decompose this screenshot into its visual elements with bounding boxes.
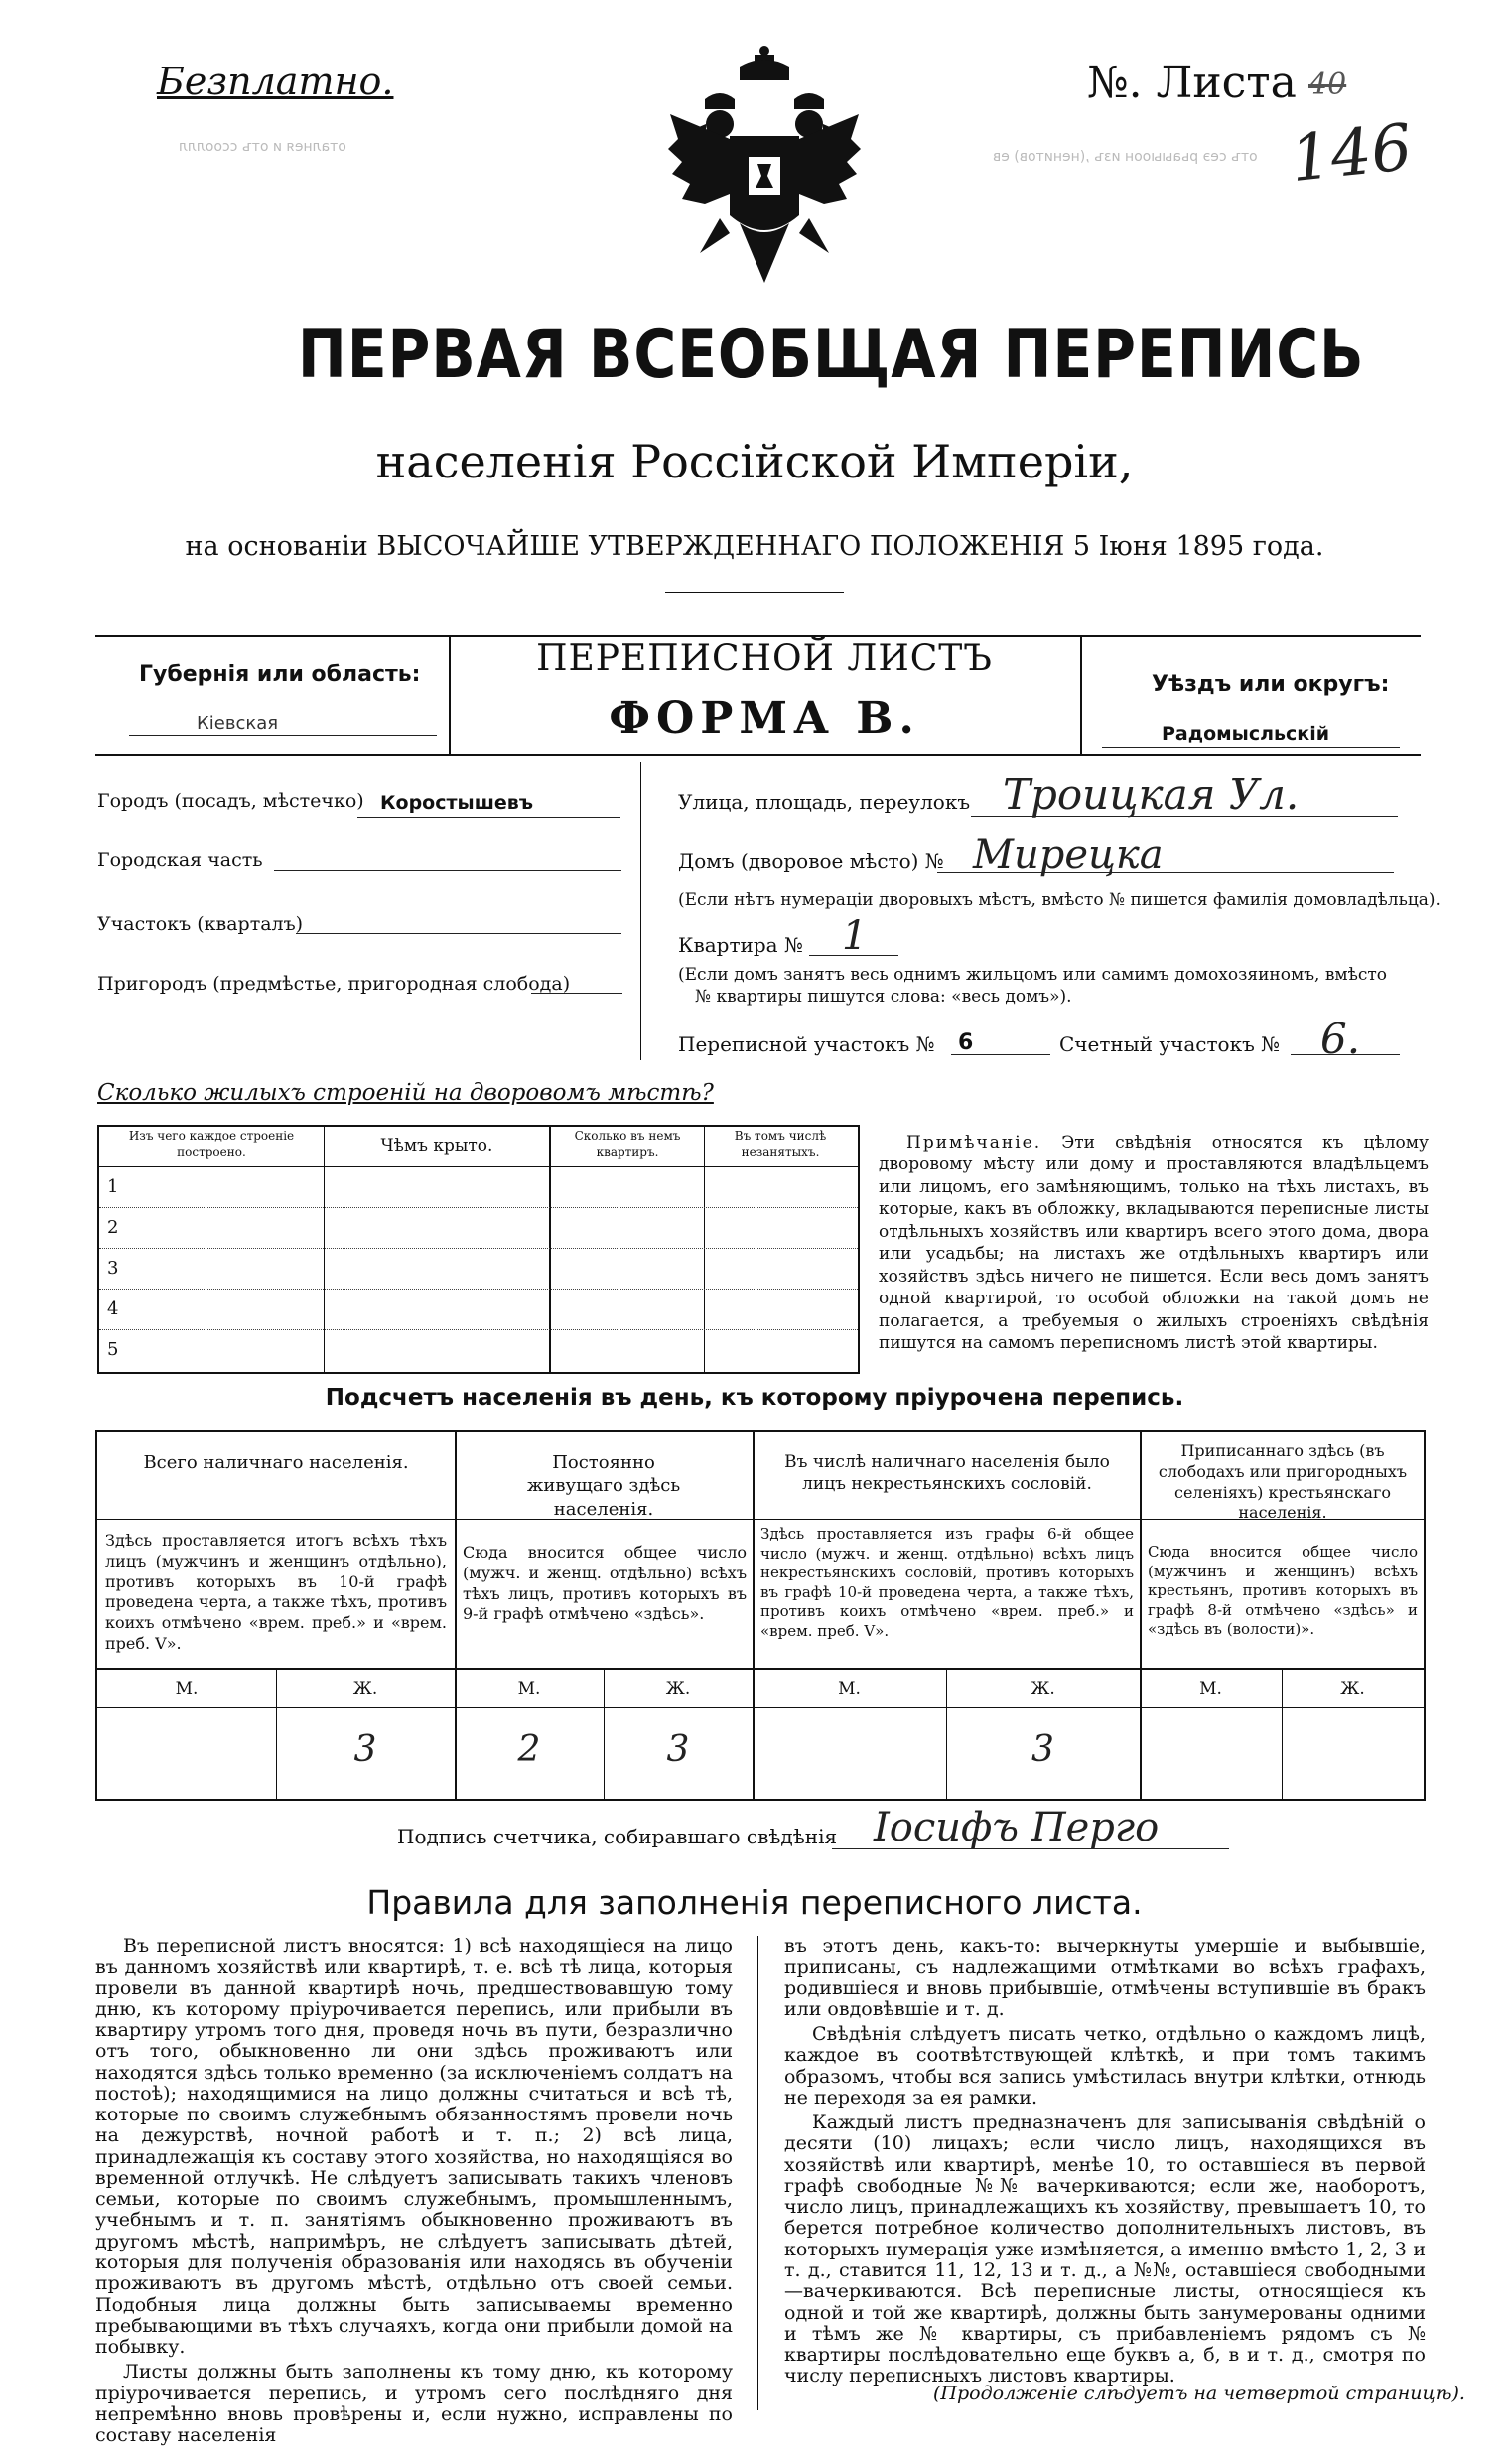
count-f-label: Ж.	[1031, 1679, 1055, 1699]
city-underline	[357, 817, 620, 818]
street-value: Троицкая Ул.	[1003, 770, 1300, 819]
flat-underline	[809, 955, 898, 956]
bleed-through-text: оталнея и отъ ссооллл	[179, 139, 346, 155]
form-header-bottom-border	[95, 754, 1421, 756]
gubernia-underline	[129, 735, 437, 736]
house-note: (Если нѣтъ нумераціи дворовыхъ мѣстъ, вмѣсто № пишется фамилія домовладѣльца).	[678, 890, 1441, 910]
rules-left-column	[95, 1935, 733, 2447]
sheet-number-handwritten: 146	[1287, 110, 1416, 198]
uezd-label: Уѣздъ или округъ:	[1152, 672, 1390, 697]
house-underline	[937, 872, 1394, 873]
uezd-underline	[1102, 747, 1400, 748]
form-header-top-border	[95, 635, 1421, 637]
buildings-question: Сколько жилыхъ строеній на дворовомъ мѣстѣ?	[97, 1080, 714, 1106]
uezd-value: Радомысльскій	[1162, 723, 1330, 745]
count-desc-permanent: Сюда вносится общее число (мужч. и женщ. отдѣльно) всѣхъ тѣхъ лицъ, противъ которыхъ въ 9-й графѣ отмѣчено «здѣсь».	[463, 1543, 747, 1624]
sheet-number-value: 40	[1308, 68, 1347, 102]
form-type: ФОРМА В.	[609, 693, 920, 744]
count-col-divider	[753, 1432, 755, 1799]
count-table	[95, 1430, 1426, 1801]
census-title: ПЕРВАЯ ВСЕОБЩАЯ ПЕРЕПИСЬ	[297, 316, 1365, 394]
count-f-label: Ж.	[665, 1679, 691, 1699]
note-block	[879, 1132, 1429, 1354]
buildings-table	[97, 1125, 860, 1374]
count-nonpeasant-female: 3	[1031, 1729, 1054, 1770]
count-f-label: Ж.	[352, 1679, 378, 1699]
note-text: Эти свѣдѣнія относятся къ цѣлому дворовому мѣсту или дому и проставляются владѣльцемъ или лицомъ, его замѣняющимъ, только на тѣхъ листахъ, въ которые, какъ въ обложку, вкладываются переписные листы отдѣльныхъ хозяйствъ или квартиръ всего этого дома, двора или усадьбы; на листахъ же отдѣльныхъ квартиръ или хозяйствъ здѣсь ничего не пишется. Если весь домъ занятъ одной квартирой, то особой обложки на такой домъ не полагается, а требуемыя о жилыхъ строеніяхъ свѣдѣнія пишутся на самомъ переписномъ листѣ этой квартиры.	[879, 1133, 1429, 1353]
buildings-row-number: 2	[107, 1217, 119, 1238]
gubernia-label: Губернія или область:	[139, 662, 421, 687]
buildings-row	[99, 1207, 858, 1249]
count-title: Подсчетъ населенія въ день, къ которому пріурочена перепись.	[325, 1385, 1184, 1411]
flat-note-1: (Если домъ занятъ весь однимъ жильцомъ или самимъ домохозяиномъ, вмѣсто	[678, 965, 1388, 985]
count-m-label: М.	[517, 1679, 541, 1699]
buildings-col-flats: Сколько въ немъ квартиръ.	[574, 1129, 681, 1159]
buildings-row-number: 5	[107, 1339, 119, 1360]
count-mf-top-divider	[97, 1668, 1424, 1670]
buildings-row-number: 1	[107, 1176, 119, 1197]
buildings-row-number: 4	[107, 1298, 119, 1319]
count-head-permanent: Постоянно живущаго здѣсь населенія.	[526, 1452, 681, 1520]
count-permanent-male: 2	[517, 1729, 541, 1770]
city-label: Городъ (посадъ, мѣстечко)	[97, 790, 364, 812]
house-label: Домъ (дворовое мѣсто) №	[678, 849, 944, 873]
title-divider	[665, 592, 844, 593]
rules-right-column	[784, 1935, 1426, 2387]
buildings-row	[99, 1289, 858, 1330]
suburb-label: Пригородъ (предмѣстье, пригородная слобода)	[97, 973, 571, 995]
count-m-label: М.	[175, 1679, 199, 1699]
count-permanent-female: 3	[666, 1729, 690, 1770]
buildings-col-roof: Чѣмъ крыто.	[380, 1136, 493, 1156]
count-m-label: М.	[838, 1679, 861, 1699]
address-divider	[640, 762, 641, 1060]
flat-label: Квартира №	[678, 933, 803, 957]
count-total-female: 3	[353, 1729, 377, 1770]
buildings-row	[99, 1166, 858, 1208]
count-head-nonpeasant: Въ числѣ наличнаго населенія было лицъ некрестьянскихъ сословій.	[784, 1452, 1110, 1495]
free-label: Безплатно.	[157, 60, 394, 103]
census-district-label: Переписной участокъ №	[678, 1032, 935, 1056]
city-part-underline	[274, 870, 621, 871]
buildings-col-material: Изъ чего каждое строеніе построено.	[128, 1129, 295, 1159]
buildings-row	[99, 1248, 858, 1290]
house-value: Мирецка	[973, 832, 1164, 878]
form-header-right-divider	[1080, 635, 1082, 754]
city-part-label: Городская часть	[97, 849, 263, 871]
flat-value: 1	[842, 913, 868, 959]
city-value: Коростышевъ	[380, 792, 534, 814]
sheet-title: ПЕРЕПИСНОЙ ЛИСТЪ	[536, 638, 993, 679]
count-district-label: Счетный участокъ №	[1059, 1032, 1281, 1056]
rules-paragraph: Листы должны быть заполнены къ тому дню, къ которому пріурочивается перепись, и утромъ сего послѣдняго дня непремѣнно вновь провѣрены и, если нужно, исправлены по составу населенія	[95, 2361, 733, 2447]
census-district-value: 6	[958, 1030, 974, 1055]
street-label: Улица, площадь, переулокъ	[678, 790, 971, 814]
buildings-col-empty: Въ томъ числѣ незанятыхъ.	[734, 1129, 827, 1159]
count-district-value: 6.	[1320, 1015, 1361, 1063]
count-col-divider	[1140, 1432, 1142, 1799]
rules-column-divider	[757, 1936, 758, 2410]
count-head-peasant: Приписаннаго здѣсь (въ слободахъ или пригородныхъ селеніяхъ) крестьянскаго населенія.	[1158, 1441, 1408, 1523]
count-mf-bottom-divider	[97, 1707, 1424, 1708]
census-basis: на основаніи ВЫСОЧАЙШЕ УТВЕРЖДЕННАГО ПОЛОЖЕНІЯ 5 Іюня 1895 года.	[185, 531, 1324, 562]
bleed-through-text: отъ сеэ рьаыыоон изъ ,(ненитов) ев	[993, 149, 1258, 165]
rules-title: Правила для заполненія переписного листа.	[366, 1883, 1143, 1922]
count-district-underline	[1291, 1054, 1400, 1055]
signature-value: Іосифъ Перго	[874, 1805, 1160, 1850]
gubernia-value: Кіевская	[197, 713, 279, 734]
flat-note-2: № квартиры пишутся слова: «весь домъ»).	[695, 987, 1072, 1007]
signature-label: Подпись счетчика, собиравшаго свѣдѣнія	[397, 1825, 838, 1848]
count-m-label: М.	[1199, 1679, 1222, 1699]
sheet-number-label: №. Листа	[1087, 58, 1297, 108]
rules-paragraph: въ этотъ день, какъ-то: вычеркнуты умершіе и выбывшіе, приписаны, съ надлежащими отмѣтками во всѣхъ графахъ, родившіеся и вновь прибывшіе, отмѣчены вступившіе въ бракъ или овдовѣвшіе и т. д.	[784, 1935, 1426, 2020]
count-head-total: Всего наличнаго населенія.	[143, 1452, 409, 1473]
rules-paragraph: Свѣдѣнія слѣдуетъ писать четко, отдѣльно о каждомъ лицѣ, каждое въ соотвѣтствующей клѣткѣ, и при томъ такимъ образомъ, чтобы вся запись умѣстилась внутри клѣтки, отнюдь не переходя за ея рамки.	[784, 2023, 1426, 2109]
signature-underline	[832, 1848, 1229, 1849]
count-desc-total: Здѣсь проставляется итогъ всѣхъ тѣхъ лицъ (мужчинъ и женщинъ отдѣльно), противъ которыхъ въ 10-й графѣ проведена черта, а также тѣхъ, противъ коихъ отмѣчено «врем. преб.» и «врем. преб. V».	[105, 1531, 447, 1653]
rules-paragraph: Каждый листъ предназначенъ для записыванія свѣдѣній о десяти (10) лицахъ; если число лицъ, находящихся въ хозяйствѣ или квартирѣ, менѣе 10, то оставшіеся въ первой графѣ свободные №№ вачеркиваются; если же, наоборотъ, число лицъ, принадлежащихъ къ хозяйству, превышаетъ 10, то берется потребное количество дополнительныхъ листовъ, въ которыхъ нумерація уже измѣняется, а именно вмѣсто 1, 2, 3 и т. д., ставится 11, 12, 13 и т. д., а №№, оставшіеся свободными—вачеркиваются. Всѣ переписные листы, относящіеся къ одной и той же квартирѣ, должны быть занумерованы одними и тѣмъ же № квартиры, съ прибавленіемъ рядомъ съ № квартиры послѣдовательно еще буквъ а, б, в и т. д., смотря по числу переписныхъ листовъ квартиры.	[784, 2112, 1426, 2387]
form-header-left-divider	[449, 635, 451, 754]
suburb-underline	[531, 993, 622, 994]
district-underline	[296, 933, 621, 934]
rules-paragraph: Въ переписной листъ вносятся: 1) всѣ находящіеся на лицо въ данномъ хозяйствѣ или квартирѣ, т. е. всѣ тѣ лица, которыя провели въ данной квартирѣ ночь, предшествовавшую тому дню, къ которому пріурочивается перепись, или прибыли въ квартиру утромъ того дня, проведя ночь въ пути, безразлично отъ того, обыкновенно ли они здѣсь проживаютъ или находятся здѣсь только временно (за исключеніемъ солдатъ на постоѣ); находящимися на лицо должны считаться и всѣ тѣ, которые по своимъ служебнымъ обязанностямъ провели ночь на дежурствѣ, ночной работѣ и т. п.; 2) всѣ лица, принадлежащія къ составу этого хозяйства, но находящіяся во временной отлучкѣ. Не слѣдуетъ записывать такихъ членовъ семьи, которые по своимъ служебнымъ, промышленнымъ, учебнымъ и т. п. занятіямъ обыкновенно проживаютъ въ другомъ мѣстѣ, напримѣръ, не слѣдуетъ записывать дѣтей, которыя для полученія образованія или находясь въ обученіи проживаютъ въ другомъ мѣстѣ, отдѣльно отъ своей семьи. Подобныя лица должны быть записываемы временно пребывающими въ тѣхъ случаяхъ, когда они прибыли домой на побывку.	[95, 1935, 733, 2359]
buildings-row	[99, 1329, 858, 1370]
count-desc-nonpeasant: Здѣсь проставляется изъ графы 6-й общее число (мужч. и женщ. отдѣльно) всѣхъ лицъ некрестьянскихъ сословій, противъ которыхъ въ графѣ 10-й проведена черта, а также тѣхъ, противъ коихъ отмѣчено «врем. преб.» и «врем. преб. V».	[760, 1525, 1134, 1640]
street-underline	[971, 816, 1398, 817]
district-label: Участокъ (кварталъ)	[97, 913, 304, 935]
count-f-label: Ж.	[1340, 1679, 1365, 1699]
census-district-underline	[951, 1054, 1050, 1055]
buildings-row-number: 3	[107, 1258, 119, 1279]
census-subtitle: населенія Россійской Имперіи,	[375, 435, 1134, 488]
count-desc-peasant: Сюда вносится общее число (мужчинъ и женщинъ) всѣхъ крестьянъ, противъ которыхъ въ графѣ 8-й отмѣчено «здѣсь» и «здѣсь въ (волости)».	[1148, 1543, 1418, 1638]
rules-continued: (Продолженіе слѣдуетъ на четвертой страницѣ).	[933, 2383, 1465, 2404]
coat-of-arms-emblem	[660, 45, 869, 303]
note-title: Примѣчаніе.	[906, 1133, 1042, 1153]
